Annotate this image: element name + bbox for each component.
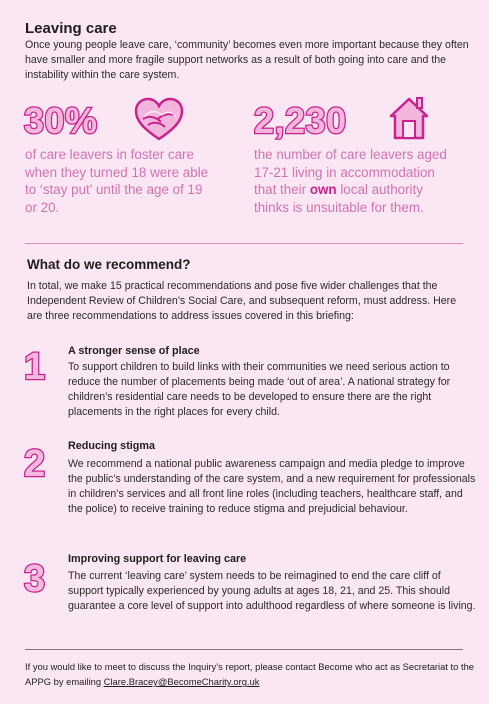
- footer-contact-text: If you would like to meet to discuss the Inquiry’s report, please contact Become who act as Secretariat to the APPG by emailing: [25, 661, 475, 687]
- stat-2230-text-start: the number of care leavers aged 17-21 living in accommodation that their: [254, 147, 447, 197]
- heart-hands-icon: [134, 97, 184, 141]
- stat-2230-text-end: local authority thinks is unsuitable for them.: [254, 182, 424, 215]
- recommendation-title-3: Improving support for leaving care: [68, 553, 247, 565]
- footer-contact: [25, 659, 475, 689]
- footer-divider: [25, 649, 463, 650]
- stat-2230-text: [254, 146, 454, 216]
- section-title-leaving-care: Leaving care: [25, 20, 117, 37]
- house-icon: [387, 94, 431, 140]
- recommendation-title-2: Reducing stigma: [68, 440, 155, 452]
- recommendation-body-3: The current ‘leaving care’ system needs to be reimagined to end the care cliff of support typically experienced by young adults at ages 18, 21, and 25. This should guarantee a core level of support into adulthood regardless of where someone is living.: [68, 570, 476, 612]
- section-title-recommend: What do we recommend?: [27, 257, 191, 272]
- recommendation-body-2: We recommend a national public awareness campaign and media pledge to improve the public’s understanding of the care system, and a new requirement for professionals in children’s services and all front line roles (including teachers, healthcare staff, and the police) to receive training to reduce stigma and prejudicial behaviour.: [68, 458, 476, 515]
- stat-2230: 2,230: [254, 100, 347, 141]
- section-divider: [25, 243, 463, 244]
- recommend-intro: In total, we make 15 practical recommendations and pose five wider challenges that the Independent Review of Children’s Social Care, and subsequent reform, must address. Here are three recommendations to address issues covered in this briefing:: [27, 280, 457, 322]
- recommendation-title-1: A stronger sense of place: [68, 345, 200, 357]
- recommendation-number-3: 3: [24, 558, 46, 600]
- leaving-care-intro: Once young people leave care, ‘community’ becomes even more important because they often have smaller and more fragile support networks as a result of both going into care and the instability within the care system.: [25, 39, 469, 81]
- recommendation-body-1: To support children to build links with their communities we need serious action to reduce the number of placements being made ‘out of area’. A national strategy for children’s residential care needs to be developed to ensure there are the right placements in the right places for every child.: [68, 361, 451, 418]
- stat-30-percent-text: of care leavers in foster care when they turned 18 were able to ‘stay put’ until the age of 19 or 20.: [25, 147, 209, 215]
- recommendation-number-1: 1: [24, 346, 46, 388]
- contact-email-link[interactable]: Clare.Bracey@BecomeCharity.org.uk: [103, 676, 260, 687]
- stat-2230-text-emphasis: own: [309, 182, 337, 197]
- stat-30-percent: 30%: [24, 100, 98, 141]
- recommendation-number-2: 2: [24, 443, 46, 485]
